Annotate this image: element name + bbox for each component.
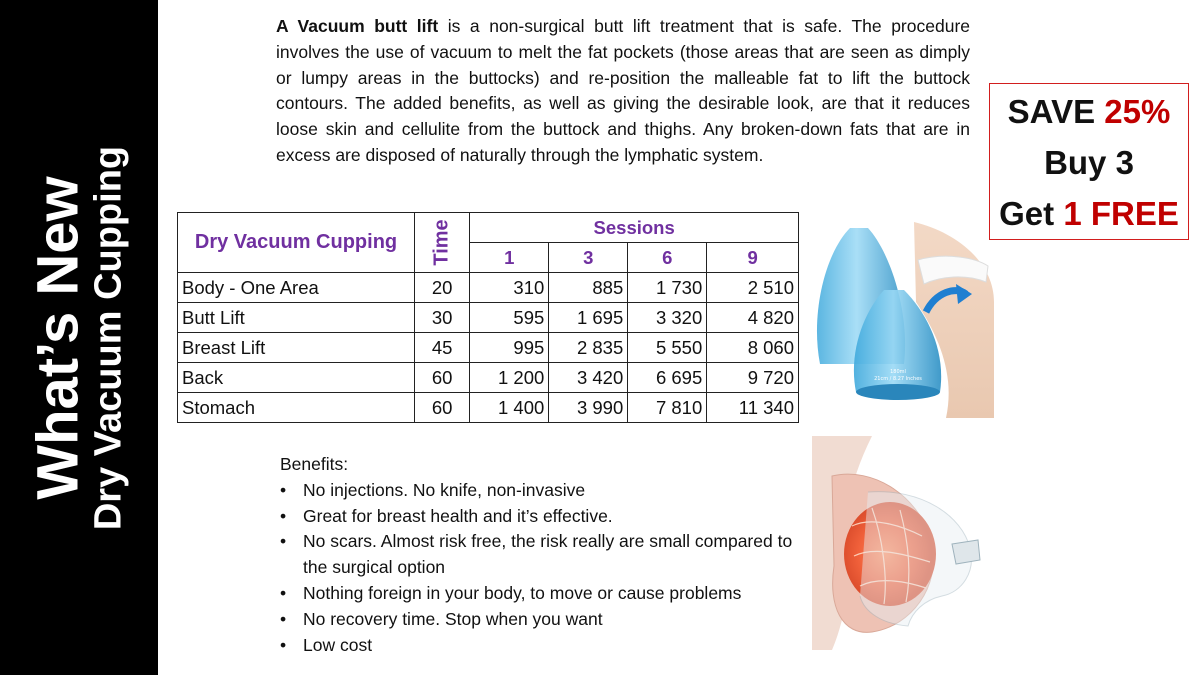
session-count: 9 [707,243,799,273]
benefits-section [280,452,810,658]
benefit-item: • No scars. Almost risk free, the risk really are small compared to the surgical option [280,529,810,581]
price-cell: 3 320 [628,303,707,333]
benefit-item: • Nothing foreign in your body, to move or cause problems [280,581,810,607]
benefit-item: • Great for breast health and it’s effective. [280,504,810,530]
intro-paragraph [276,14,970,169]
promo-save-label: SAVE [1007,93,1105,130]
treatment-time: 45 [415,333,470,363]
benefits-heading: Benefits: [280,454,349,474]
price-cell: 11 340 [707,393,799,423]
treatment-name: Stomach [178,393,415,423]
price-cell: 995 [470,333,549,363]
sessions-header: Sessions [470,213,799,243]
table-row [178,393,799,423]
price-cell: 2 510 [707,273,799,303]
price-cell: 885 [549,273,628,303]
treatment-name: Butt Lift [178,303,415,333]
price-cell: 5 550 [628,333,707,363]
price-table [177,212,799,423]
price-cell: 1 730 [628,273,707,303]
benefit-item: • No injections. No knife, non-invasive [280,478,810,504]
breast-cupping-image [812,436,984,650]
session-count: 6 [628,243,707,273]
promo-get-free: 1 FREE [1063,195,1179,232]
session-count: 3 [549,243,628,273]
treatment-name: Body - One Area [178,273,415,303]
price-cell: 3 420 [549,363,628,393]
table-header-row [178,213,799,243]
treatment-name: Back [178,363,415,393]
price-cell: 1 400 [470,393,549,423]
cup-label-size: 21cm / 8.27 Inches [874,376,922,382]
table-row [178,333,799,363]
sidebar-title-line1: What’s New [25,176,91,500]
benefits-list [280,478,810,659]
price-cell: 7 810 [628,393,707,423]
sidebar [0,0,158,675]
intro-text: is a non-surgical butt lift treatment that is safe. The procedure involves the use of vacuum to melt the fat pockets (those areas that are seen as dimply or lumpy areas in the buttocks) and re-position the malleable fat to lift the buttock contours. The added benefits, as well as giving the desirable look, are that it reduces loose skin and cellulite from the buttock and thighs. Any broken-down fats that are in excess are disposed of naturally through the lymphatic system. [276,16,970,165]
cup-label-volume: 180ml [890,369,906,375]
treatment-name: Breast Lift [178,333,415,363]
table-row [178,363,799,393]
price-cell: 3 990 [549,393,628,423]
promo-buy: Buy 3 [1044,144,1134,181]
benefit-item: • No recovery time. Stop when you want [280,607,810,633]
price-cell: 4 820 [707,303,799,333]
price-cell: 595 [470,303,549,333]
treatment-time: 30 [415,303,470,333]
table-row [178,303,799,333]
promo-get-label: Get [999,195,1064,232]
price-cell: 2 835 [549,333,628,363]
promo-save [990,86,1188,137]
vacuum-cups-image [806,222,994,418]
treatment-time: 60 [415,393,470,423]
treatment-time: 60 [415,363,470,393]
price-cell: 1 695 [549,303,628,333]
intro-lead: A Vacuum butt lift [276,16,439,36]
table-row [178,273,799,303]
price-cell: 1 200 [470,363,549,393]
treatment-time: 20 [415,273,470,303]
sidebar-title [25,8,130,668]
price-cell: 310 [470,273,549,303]
promo-get [990,188,1188,239]
benefit-item: • Low cost [280,633,810,659]
promo-save-percent: 25% [1104,93,1171,130]
time-header [415,213,470,273]
promo-box [989,83,1189,240]
time-header-label: Time [430,219,453,266]
price-cell: 9 720 [707,363,799,393]
price-cell: 8 060 [707,333,799,363]
table-title: Dry Vacuum Cupping [178,213,415,273]
price-cell: 6 695 [628,363,707,393]
sidebar-title-line2: Dry Vacuum Cupping [87,145,130,531]
session-count: 1 [470,243,549,273]
